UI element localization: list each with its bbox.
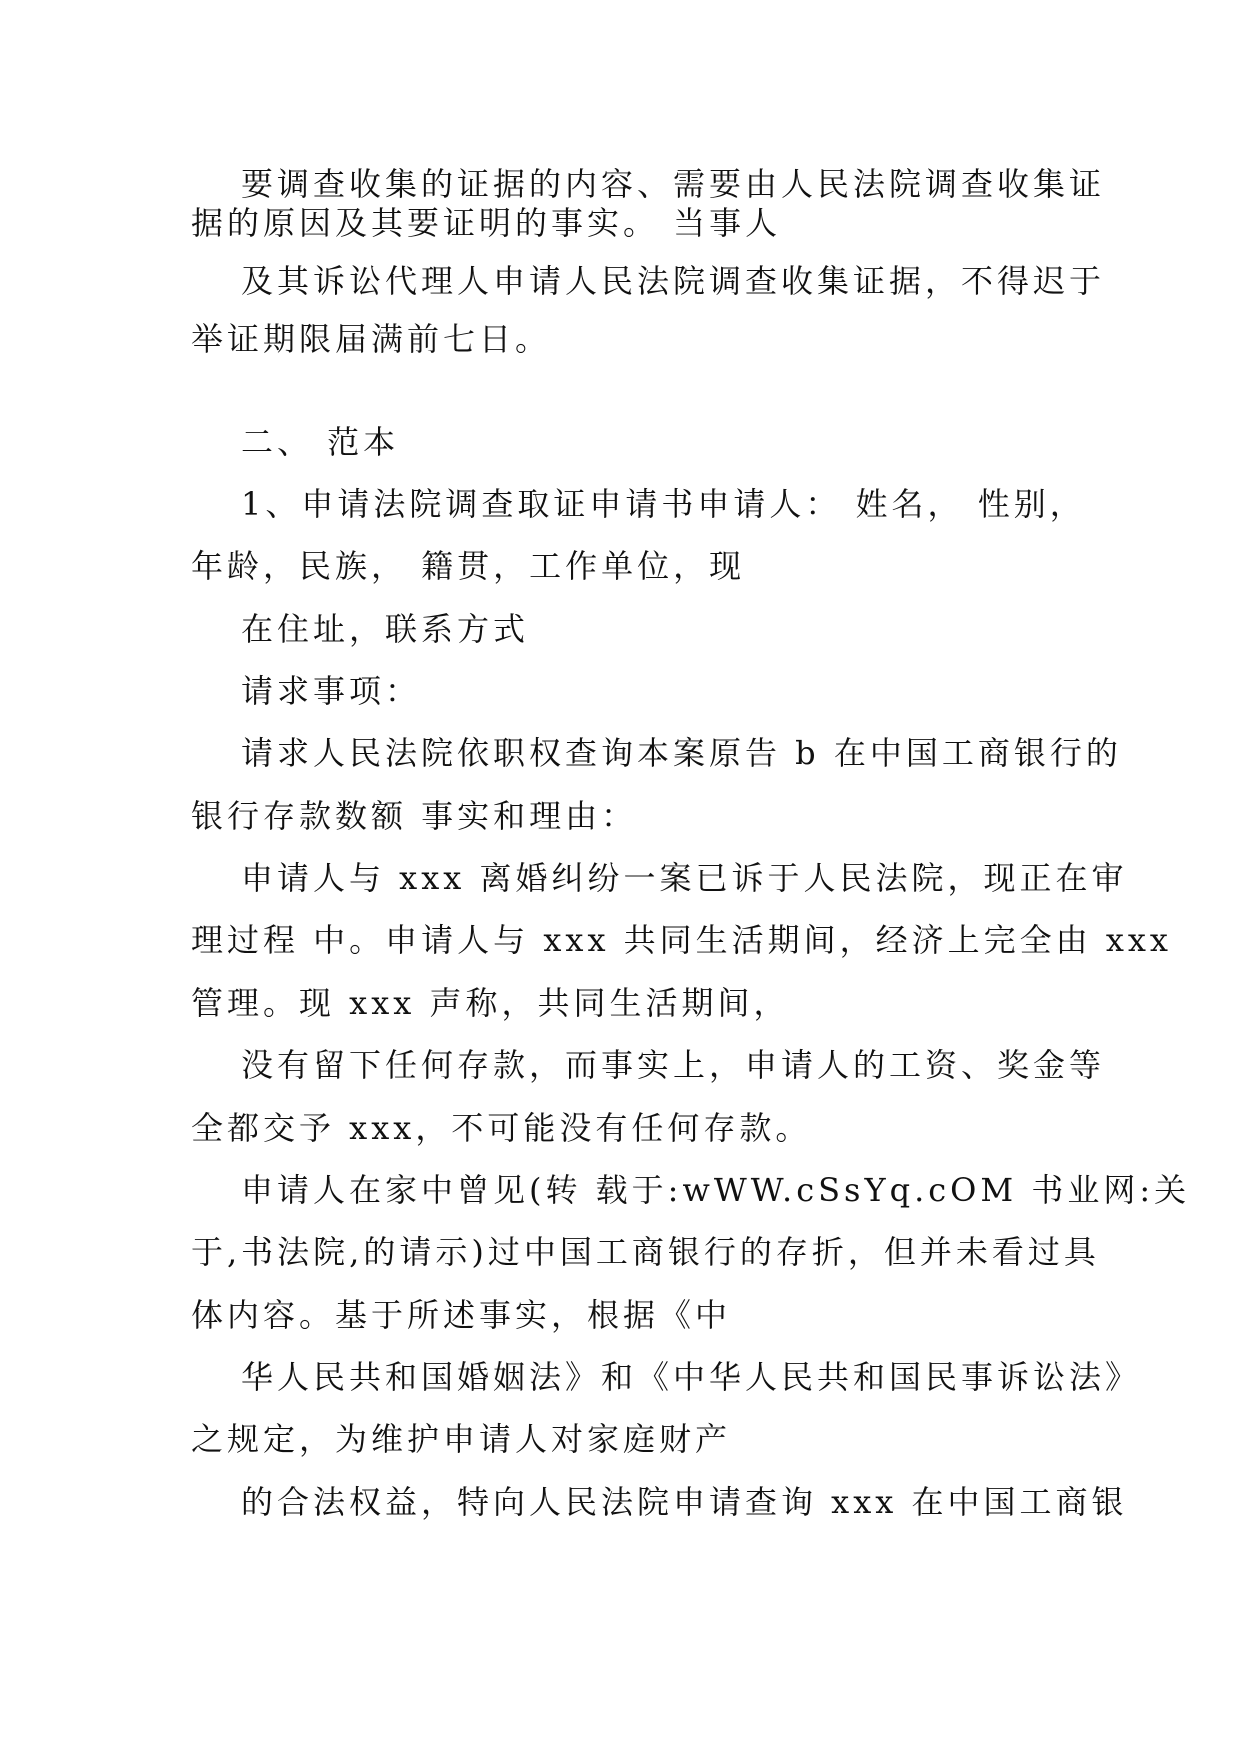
paragraph-line-4: 举证期限届满前七日。 xyxy=(191,320,552,358)
paragraph-line-9: 请求事项： xyxy=(241,672,422,710)
paragraph-line-14: 管理。现 xxx 声称，共同生活期间， xyxy=(191,984,790,1022)
paragraph-line-8: 在住址，联系方式 xyxy=(241,610,530,648)
paragraph-line-17: 申请人在家中曾见(转 载于:wWW.cSsYq.cOM 书业网:关 xyxy=(241,1171,1191,1209)
paragraph-line-21: 之规定，为维护申请人对家庭财产 xyxy=(191,1420,732,1458)
paragraph-line-15: 没有留下任何存款，而事实上，申请人的工资、奖金等 xyxy=(241,1046,1106,1084)
paragraph-line-10: 请求人民法院依职权查询本案原告 b 在中国工商银行的 xyxy=(241,734,1122,772)
paragraph-line-16: 全都交予 xxx，不可能没有任何存款。 xyxy=(191,1109,812,1147)
paragraph-line-6: 1、申请法院调查取证申请书申请人： 姓名， 性别， xyxy=(241,485,1086,523)
paragraph-line-12: 申请人与 xxx 离婚纠纷一案已诉于人民法院，现正在审 xyxy=(241,859,1128,897)
paragraph-line-20: 华人民共和国婚姻法》和《中华人民共和国民事诉讼法》 xyxy=(241,1358,1142,1396)
section-heading: 二、 范本 xyxy=(241,423,400,461)
paragraph-line-13: 理过程 中。申请人与 xxx 共同生活期间，经济上完全由 xxx xyxy=(191,921,1172,959)
paragraph-line-2: 据的原因及其要证明的事实。 当事人 xyxy=(191,204,782,242)
paragraph-line-7: 年龄，民族， 籍贯，工作单位，现 xyxy=(191,547,746,585)
paragraph-line-3: 及其诉讼代理人申请人民法院调查收集证据，不得迟于 xyxy=(241,262,1106,300)
paragraph-line-19: 体内容。基于所述事实，根据《中 xyxy=(191,1296,732,1334)
paragraph-line-11: 银行存款数额 事实和理由： xyxy=(191,797,638,835)
paragraph-line-1: 要调查收集的证据的内容、需要由人民法院调查收集证 xyxy=(241,165,1106,203)
paragraph-line-18: 于,书法院,的请示)过中国工商银行的存折，但并未看过具 xyxy=(191,1233,1100,1271)
paragraph-line-22: 的合法权益，特向人民法院申请查询 xxx 在中国工商银 xyxy=(241,1483,1128,1521)
